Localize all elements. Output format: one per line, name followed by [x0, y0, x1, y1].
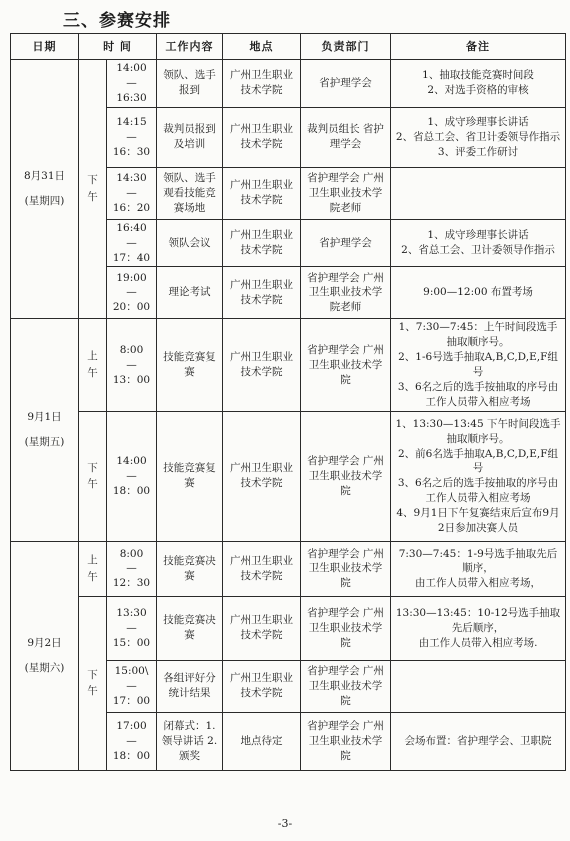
task-cell: 裁判员报到及培训: [157, 107, 223, 167]
time-cell: [107, 541, 157, 596]
time-start: 17:00: [116, 720, 147, 733]
note-line: 1、7:30—7:45：上午时间段选手抽取顺序号。: [398, 321, 558, 349]
time-start: 16:40: [116, 221, 147, 234]
note-line: 会场布置：省护理学会、卫职院: [404, 734, 552, 747]
notes-cell: [391, 167, 566, 219]
time-separator: —: [126, 186, 137, 199]
time-start: 14:30: [116, 171, 147, 184]
note-line: 2、对选手资格的审核: [427, 84, 529, 97]
time-separator: —: [126, 286, 137, 299]
dept-cell: 省护理学会 广州卫生职业技术学院老师: [301, 167, 391, 219]
time-cell: [107, 60, 157, 108]
notes-cell: [391, 596, 566, 660]
time-cell: [107, 712, 157, 770]
notes-cell: [391, 267, 566, 319]
table-row: [11, 541, 566, 596]
table-row: [11, 60, 566, 108]
table-row: [11, 596, 566, 660]
date-text: 9月1日: [27, 411, 62, 424]
time-cell: [107, 596, 157, 660]
time-separator: —: [126, 469, 137, 482]
notes-cell: [391, 107, 566, 167]
time-end: 18：00: [112, 749, 151, 762]
time-cell: [107, 219, 157, 267]
table-row: [11, 319, 566, 411]
dept-cell: 省护理学会 广州卫生职业技术学院: [301, 596, 391, 660]
header-task: 工作内容: [157, 34, 223, 60]
note-line: 2、1-6号选手抽取A,B,C,D,E,F组号: [398, 351, 558, 379]
dept-cell: 省护理学会 广州卫生职业技术学院老师: [301, 267, 391, 319]
header-time: 时 间: [79, 34, 157, 60]
task-cell: 领队、选手观看技能竞赛场地: [157, 167, 223, 219]
dept-cell: 省护理学会 广州卫生职业技术学院: [301, 411, 391, 541]
date-text: 9月2日: [27, 636, 62, 649]
time-end: 12：30: [112, 577, 151, 590]
time-cell: [107, 660, 157, 712]
table-header-row: [11, 34, 566, 60]
time-start: 13:30: [116, 607, 147, 620]
place-cell: 广州卫生职业技术学院: [223, 411, 301, 541]
time-start: 14:00: [116, 62, 147, 74]
notes-cell: [391, 411, 566, 541]
dept-cell: 省护理学会 广州卫生职业技术学院: [301, 660, 391, 712]
time-cell: [107, 319, 157, 411]
notes-cell: [391, 541, 566, 596]
notes-cell: [391, 60, 566, 108]
place-cell: 地点待定: [223, 712, 301, 770]
time-end: 17：40: [112, 251, 151, 264]
period-cell: 上午: [79, 541, 107, 596]
notes-cell: [391, 319, 566, 411]
time-start: 14:00: [116, 455, 147, 468]
place-cell: 广州卫生职业技术学院: [223, 107, 301, 167]
schedule-table: [10, 33, 566, 771]
dept-cell: 省护理学会 广州卫生职业技术学院: [301, 712, 391, 770]
date-text: 8月31日: [23, 170, 66, 183]
note-line: 13:30—13:45：10-12号选手抽取先后顺序，: [395, 607, 561, 634]
note-line: 由工作人员带入相应考场，: [415, 577, 541, 590]
note-line: 1、成守珍理事长讲话: [427, 229, 529, 242]
time-separator: —: [126, 621, 137, 634]
time-end: 18：00: [112, 484, 151, 497]
time-end: 16：20: [112, 201, 151, 214]
time-cell: [107, 411, 157, 541]
place-cell: 广州卫生职业技术学院: [223, 596, 301, 660]
task-cell: 技能竞赛复赛: [157, 411, 223, 541]
note-line: 2、省总工会、省卫计委领导作指示: [395, 130, 561, 143]
time-separator: —: [126, 358, 137, 371]
place-cell: 广州卫生职业技术学院: [223, 219, 301, 267]
date-cell: [11, 319, 79, 541]
time-cell: [107, 167, 157, 219]
note-line: 由工作人员带入相应考场.: [418, 636, 538, 649]
dept-cell: 裁判员组长 省护理学会: [301, 107, 391, 167]
time-end: 13：00: [112, 373, 151, 386]
task-cell: 领队、选手报到: [157, 60, 223, 108]
time-separator: —: [126, 76, 137, 89]
time-start: 15:00\: [114, 665, 149, 678]
time-start: 19:00: [116, 271, 147, 284]
header-date: 日期: [11, 34, 79, 60]
header-dept: 负责部门: [301, 34, 391, 60]
period-cell: 下午: [79, 596, 107, 770]
place-cell: 广州卫生职业技术学院: [223, 660, 301, 712]
notes-cell: [391, 660, 566, 712]
note-line: 2、省总工会、卫计委领导作指示: [401, 244, 555, 257]
page-title: 三、参赛安排: [63, 11, 171, 31]
dept-cell: 省护理学会: [301, 219, 391, 267]
period-cell: 下午: [79, 411, 107, 541]
task-cell: 领队会议: [157, 219, 223, 267]
time-cell: [107, 107, 157, 167]
period-cell: 上午: [79, 319, 107, 411]
time-start: 8:00: [119, 547, 144, 560]
place-cell: 广州卫生职业技术学院: [223, 60, 301, 108]
note-line: 3、评委工作研讨: [437, 145, 519, 158]
time-end: 17：00: [112, 694, 151, 707]
note-line: 7:30—7:45：1-9号选手抽取先后顺序，: [398, 547, 558, 575]
time-end: 15：00: [112, 636, 151, 649]
time-start: 8:00: [119, 343, 144, 356]
dept-cell: 省护理学会 广州卫生职业技术学院: [301, 541, 391, 596]
weekday-text: (星期四): [24, 195, 65, 208]
task-cell: 技能竞赛决赛: [157, 596, 223, 660]
note-line: 2、前6名选手抽取A,B,C,D,E,F组号: [397, 447, 558, 475]
weekday-text: (星期六): [24, 661, 65, 674]
note-line: 4、9月1日下午复赛结束后宣布9月2日参加决赛人员: [396, 507, 560, 535]
note-line: 1、抽取技能竞赛时间段: [422, 69, 534, 82]
date-cell: [11, 60, 79, 319]
header-place: 地点: [223, 34, 301, 60]
task-cell: 闭幕式：1.领导讲话 2.颁奖: [157, 712, 223, 770]
time-separator: —: [126, 236, 137, 249]
time-separator: —: [126, 679, 137, 692]
place-cell: 广州卫生职业技术学院: [223, 167, 301, 219]
time-separator: —: [126, 130, 137, 143]
time-separator: —: [126, 562, 137, 575]
place-cell: 广州卫生职业技术学院: [223, 319, 301, 411]
header-notes: 备注: [391, 34, 566, 60]
time-separator: —: [126, 734, 137, 747]
note-line: 3、6名之后的选手按抽取的序号由工作人员带入相应考场: [397, 381, 559, 408]
note-line: 1、13:30—13:45 下午时间段选手抽取顺序号。: [395, 417, 561, 445]
table-row: [11, 411, 566, 541]
note-line: 3、6名之后的选手按抽取的序号由工作人员带入相应考场: [397, 477, 559, 505]
time-end: 16：30: [112, 145, 151, 158]
task-cell: 技能竞赛决赛: [157, 541, 223, 596]
task-cell: 技能竞赛复赛: [157, 319, 223, 411]
notes-cell: [391, 712, 566, 770]
time-end: 20：00: [112, 301, 151, 314]
dept-cell: 省护理学会: [301, 60, 391, 108]
time-end: 16:30: [116, 91, 147, 104]
note-line: 1、成守珍理事长讲话: [427, 115, 529, 128]
page-number: -3-: [277, 817, 293, 830]
place-cell: 广州卫生职业技术学院: [223, 267, 301, 319]
note-line: 9:00—12:00 布置考场: [423, 286, 533, 299]
place-cell: 广州卫生职业技术学院: [223, 541, 301, 596]
dept-cell: 省护理学会 广州卫生职业技术学院: [301, 319, 391, 411]
task-cell: 各组评好分统计结果: [157, 660, 223, 712]
time-start: 14:15: [116, 115, 147, 128]
period-cell: 下午: [79, 60, 107, 319]
time-cell: [107, 267, 157, 319]
date-cell: [11, 541, 79, 770]
task-cell: 理论考试: [157, 267, 223, 319]
notes-cell: [391, 219, 566, 267]
weekday-text: (星期五): [24, 436, 65, 449]
